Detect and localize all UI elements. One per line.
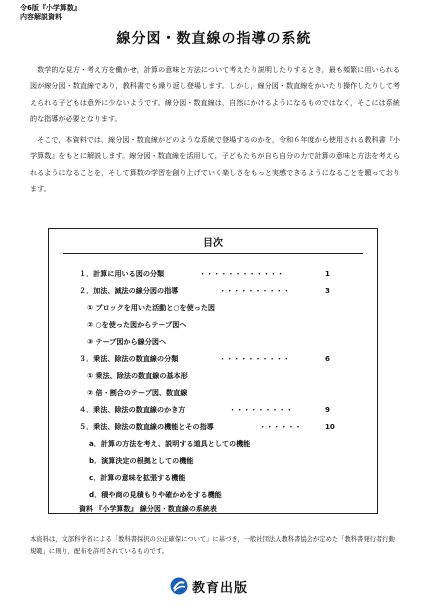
toc-item: ② 倍・割合のテープ図、数直線 <box>87 388 188 397</box>
toc-item: ① ブロックを用いた活動と○を使った図 <box>87 303 216 312</box>
publisher-logo <box>170 576 248 596</box>
toc-item: １．計算に用いる図の分類 ・・・・・・・・・・・・ 1 <box>79 269 330 278</box>
toc-item: ① 乗法、除法の数直線の基本形 <box>87 371 188 380</box>
distribution-note: 本資料は，文部科学省による「教科書採択の公正確保について」に基づき，一般社団法人教科書協会が定めた「教科書発行者行動規範」に則り，配布を許可されているものです。 <box>30 536 395 555</box>
toc-item: c．計算の意味を拡張する機能 <box>89 473 186 482</box>
edition-label: 令6版『小学算数』 <box>20 4 81 12</box>
publisher-name: 教育出版 <box>192 580 249 596</box>
toc-item: d．積や商の見積もりや確かめをする機能 <box>89 490 222 499</box>
toc-divider <box>63 253 363 254</box>
document-type-label: 内容解説資料 <box>20 13 62 21</box>
toc-item: ５．乗法、除法の数直線の機能とその指導 ・・・・・・ 10 <box>79 422 335 431</box>
document-header <box>20 4 81 22</box>
intro-paragraph-1: 数学的な見方・考え方を働かせ，計算の意味と方法について考えたり説明したりするとき，最も頻繁に用いられる図が線分図・数直線であり，教科書でも繰り返し登場します。しかし，線分図・数直線をかいたり操作したりして考えられる子どもは意外に少ないようです。線分図・数直線は，自然にかけるようになるものではなく，そこには系統的な指導が必要となります。 <box>30 65 400 123</box>
toc-heading: 目次 <box>203 238 223 249</box>
toc-item: ４．乗法、除法の数直線のかき方 ・・・・・・・・・ 9 <box>79 405 330 414</box>
page-title: 線分図・数直線の指導の系統 <box>116 31 312 47</box>
publisher-logo-icon <box>170 577 188 595</box>
intro-paragraph-2: そこで，本資料では，線分図・数直線がどのような系統で登場するのかを，令和６年度から使用される教科書『小学算数』をもとに解説します。線分図・数直線を活用して，子どもたちが自ら自分の力で計算の意味と方法を考えられるようになることを，そして算数の学習を創り上げていく楽しさをもっと実感できるようになることを願っております。 <box>30 135 400 194</box>
toc-item: b．演算決定の根拠としての機能 <box>89 456 194 465</box>
intro-text <box>30 62 400 202</box>
toc-item: 資料 『小学算数』 線分図・数直線の系統表 <box>79 505 217 513</box>
toc-item: ２．加法、減法の線分図の指導 ・・・・・・・・・・ 3 <box>79 286 330 295</box>
table-of-contents <box>48 228 378 514</box>
toc-item: ② ○を使った図からテープ図へ <box>87 320 187 329</box>
toc-item: a．計算の方法を考え、説明する道具としての機能 <box>89 439 251 448</box>
toc-item: ３．乗法、除法の数直線の分類 ・・・・・・・・・・ 6 <box>79 354 330 363</box>
toc-item: ③ テープ図から線分図へ <box>87 337 167 346</box>
